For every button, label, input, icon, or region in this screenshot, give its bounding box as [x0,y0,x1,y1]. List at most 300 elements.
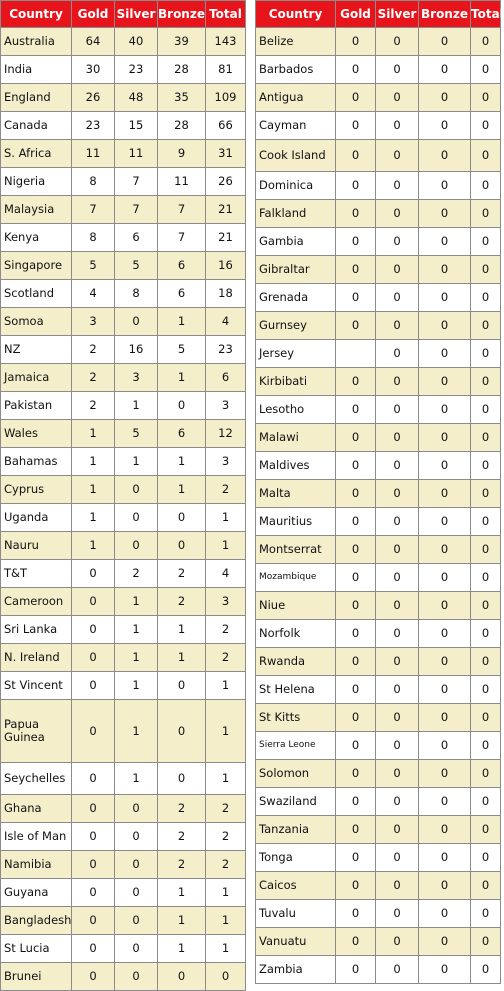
total-cell: 2 [206,795,246,823]
header-total: Total [206,1,246,28]
bronze-cell: 11 [158,168,206,196]
total-cell: 0 [471,592,501,620]
gold-cell: 1 [72,532,115,560]
bronze-cell: 1 [158,907,206,935]
gold-cell: 4 [72,280,115,308]
silver-cell: 0 [376,256,419,284]
bronze-cell: 1 [158,308,206,336]
total-cell: 0 [471,844,501,872]
bronze-cell: 2 [158,560,206,588]
country-cell: Gurnsey [256,312,336,340]
country-cell: N. Ireland [1,644,72,672]
table-row [1,504,246,532]
bronze-cell: 0 [419,956,471,984]
total-cell: 2 [206,616,246,644]
table-row [1,280,246,308]
silver-cell: 0 [115,907,158,935]
bronze-cell: 0 [419,312,471,340]
table-row [256,312,501,340]
table-row [1,935,246,963]
bronze-cell: 0 [419,256,471,284]
table-body-left [1,28,246,991]
total-cell: 1 [206,700,246,763]
silver-cell: 0 [115,504,158,532]
bronze-cell: 0 [419,732,471,760]
silver-cell: 0 [376,900,419,928]
silver-cell: 7 [115,168,158,196]
table-row [1,84,246,112]
table-row [1,224,246,252]
silver-cell: 2 [115,560,158,588]
country-cell: Namibia [1,851,72,879]
medal-table-left [0,0,246,991]
silver-cell: 1 [115,588,158,616]
country-cell: Guyana [1,879,72,907]
bronze-cell: 0 [419,704,471,732]
country-cell: Isle of Man [1,823,72,851]
silver-cell: 0 [376,56,419,84]
gold-cell: 0 [336,704,376,732]
silver-cell: 0 [376,200,419,228]
country-cell: Singapore [1,252,72,280]
silver-cell: 0 [376,872,419,900]
silver-cell: 0 [115,476,158,504]
bronze-cell: 1 [158,448,206,476]
gold-cell: 0 [336,844,376,872]
silver-cell: 15 [115,112,158,140]
silver-cell: 0 [376,732,419,760]
table-row [1,823,246,851]
total-cell: 1 [206,879,246,907]
table-row [1,588,246,616]
silver-cell: 0 [376,956,419,984]
silver-cell: 0 [376,480,419,508]
table-row [256,340,501,368]
total-cell: 3 [206,588,246,616]
gold-cell: 64 [72,28,115,56]
header-row [1,1,246,28]
table-row [1,963,246,991]
country-cell: S. Africa [1,140,72,168]
bronze-cell: 0 [419,480,471,508]
table-row [256,452,501,480]
table-row [256,564,501,592]
gold-cell: 5 [72,252,115,280]
header-gold: Gold [336,1,376,28]
table-row [256,56,501,84]
bronze-cell: 0 [419,56,471,84]
country-cell: Pakistan [1,392,72,420]
table-row [1,672,246,700]
bronze-cell: 2 [158,823,206,851]
total-cell: 0 [471,284,501,312]
table-row [256,592,501,620]
silver-cell: 0 [376,84,419,112]
country-cell: St Helena [256,676,336,704]
table-row [1,763,246,795]
gold-cell: 0 [72,851,115,879]
total-cell: 21 [206,196,246,224]
country-cell: St Lucia [1,935,72,963]
total-cell: 0 [471,112,501,140]
total-cell: 0 [471,620,501,648]
silver-cell: 0 [376,704,419,732]
silver-cell: 8 [115,280,158,308]
bronze-cell: 0 [419,112,471,140]
total-cell: 0 [471,200,501,228]
total-cell: 0 [471,536,501,564]
total-cell: 0 [471,312,501,340]
total-cell: 143 [206,28,246,56]
gold-cell: 23 [72,112,115,140]
gold-cell: 8 [72,168,115,196]
total-cell: 0 [206,963,246,991]
gold-cell [336,340,376,368]
country-cell: Brunei [1,963,72,991]
total-cell: 0 [471,760,501,788]
total-cell: 26 [206,168,246,196]
table-row [256,140,501,172]
silver-cell: 0 [376,564,419,592]
bronze-cell: 28 [158,56,206,84]
total-cell: 23 [206,336,246,364]
gold-cell: 0 [72,963,115,991]
country-cell: Barbados [256,56,336,84]
table-row [1,392,246,420]
table-row [256,396,501,424]
table-row [256,84,501,112]
bronze-cell: 0 [419,648,471,676]
country-cell: St Kitts [256,704,336,732]
table-row [1,308,246,336]
gold-cell: 0 [336,592,376,620]
table-row [1,700,246,763]
country-cell: Nauru [1,532,72,560]
table-row [256,844,501,872]
gold-cell: 0 [336,900,376,928]
silver-cell: 1 [115,763,158,795]
silver-cell: 5 [115,420,158,448]
gold-cell: 0 [336,676,376,704]
gold-cell: 0 [336,228,376,256]
bronze-cell: 0 [419,452,471,480]
country-cell: Cayman [256,112,336,140]
gold-cell: 8 [72,224,115,252]
table-row [256,872,501,900]
country-cell: Papua Guinea [1,700,72,763]
country-cell: Jamaica [1,364,72,392]
gold-cell: 11 [72,140,115,168]
bronze-cell: 5 [158,336,206,364]
silver-cell: 0 [376,760,419,788]
table-row [256,112,501,140]
bronze-cell: 0 [419,172,471,200]
bronze-cell: 6 [158,280,206,308]
bronze-cell: 0 [419,368,471,396]
table-row [1,196,246,224]
gold-cell: 0 [336,424,376,452]
bronze-cell: 39 [158,28,206,56]
silver-cell: 0 [376,340,419,368]
table-row [256,480,501,508]
country-cell: Malawi [256,424,336,452]
bronze-cell: 0 [419,140,471,172]
total-cell: 21 [206,224,246,252]
country-cell: T&T [1,560,72,588]
table-row [1,532,246,560]
country-cell: Australia [1,28,72,56]
country-cell: Niue [256,592,336,620]
bronze-cell: 0 [419,676,471,704]
total-cell: 4 [206,560,246,588]
bronze-cell: 35 [158,84,206,112]
gold-cell: 1 [72,504,115,532]
gold-cell: 26 [72,84,115,112]
country-cell: Nigeria [1,168,72,196]
total-cell: 0 [471,816,501,844]
country-cell: Kirbibati [256,368,336,396]
bronze-cell: 6 [158,420,206,448]
country-cell: Zambia [256,956,336,984]
bronze-cell: 0 [158,700,206,763]
silver-cell: 1 [115,448,158,476]
silver-cell: 0 [376,284,419,312]
table-row [256,676,501,704]
country-cell: Belize [256,28,336,56]
bronze-cell: 0 [158,763,206,795]
silver-cell: 0 [376,396,419,424]
gold-cell: 0 [336,140,376,172]
silver-cell: 0 [115,963,158,991]
country-cell: Ghana [1,795,72,823]
country-cell: Dominica [256,172,336,200]
table-row [1,420,246,448]
table-row [256,648,501,676]
bronze-cell: 1 [158,476,206,504]
table-body-right [256,28,501,984]
silver-cell: 1 [115,616,158,644]
silver-cell: 0 [376,112,419,140]
table-row [256,760,501,788]
total-cell: 0 [471,56,501,84]
total-cell: 0 [471,340,501,368]
total-cell: 0 [471,900,501,928]
table-row [256,508,501,536]
country-cell: Bangladesh [1,907,72,935]
country-cell: India [1,56,72,84]
country-cell: Cyprus [1,476,72,504]
silver-cell: 0 [115,935,158,963]
bronze-cell: 0 [419,900,471,928]
gold-cell: 2 [72,364,115,392]
silver-cell: 0 [376,28,419,56]
silver-cell: 1 [115,644,158,672]
silver-cell: 23 [115,56,158,84]
total-cell: 0 [471,648,501,676]
table-row [256,368,501,396]
total-cell: 0 [471,368,501,396]
silver-cell: 0 [376,368,419,396]
bronze-cell: 0 [419,84,471,112]
header-row [256,1,501,28]
total-cell: 0 [471,140,501,172]
country-cell: Maldives [256,452,336,480]
total-cell: 0 [471,480,501,508]
table-row [1,851,246,879]
header-bronze: Bronze [419,1,471,28]
gold-cell: 0 [336,200,376,228]
header-bronze: Bronze [158,1,206,28]
country-cell: England [1,84,72,112]
gold-cell: 0 [72,879,115,907]
country-cell: Caicos [256,872,336,900]
table-row [256,284,501,312]
gold-cell: 0 [336,28,376,56]
silver-cell: 0 [376,452,419,480]
bronze-cell: 1 [158,935,206,963]
gold-cell: 0 [72,795,115,823]
silver-cell: 0 [376,312,419,340]
table-row [1,560,246,588]
bronze-cell: 0 [419,564,471,592]
bronze-cell: 0 [158,532,206,560]
country-cell: St Vincent [1,672,72,700]
total-cell: 0 [471,508,501,536]
country-cell: Gibraltar [256,256,336,284]
total-cell: 31 [206,140,246,168]
gold-cell: 0 [72,823,115,851]
total-cell: 1 [206,532,246,560]
country-cell: Malaysia [1,196,72,224]
table-row [1,364,246,392]
silver-cell: 0 [376,228,419,256]
country-cell: Jersey [256,340,336,368]
country-cell: Somoa [1,308,72,336]
total-cell: 2 [206,823,246,851]
bronze-cell: 0 [419,592,471,620]
header-silver: Silver [376,1,419,28]
bronze-cell: 1 [158,616,206,644]
silver-cell: 40 [115,28,158,56]
bronze-cell: 0 [419,760,471,788]
bronze-cell: 0 [419,396,471,424]
bronze-cell: 0 [158,672,206,700]
silver-cell: 0 [376,172,419,200]
gold-cell: 0 [72,644,115,672]
table-row [1,336,246,364]
header-silver: Silver [115,1,158,28]
gold-cell: 0 [336,284,376,312]
bronze-cell: 0 [419,424,471,452]
silver-cell: 1 [115,392,158,420]
country-cell: Sri Lanka [1,616,72,644]
gold-cell: 0 [336,112,376,140]
table-row [256,172,501,200]
silver-cell: 0 [376,844,419,872]
total-cell: 0 [471,228,501,256]
gold-cell: 0 [336,956,376,984]
bronze-cell: 1 [158,879,206,907]
silver-cell: 0 [115,795,158,823]
table-row [1,448,246,476]
table-row [1,56,246,84]
total-cell: 3 [206,448,246,476]
gold-cell: 0 [72,560,115,588]
gold-cell: 1 [72,420,115,448]
country-cell: Cameroon [1,588,72,616]
silver-cell: 7 [115,196,158,224]
gold-cell: 0 [336,480,376,508]
total-cell: 4 [206,308,246,336]
header-country: Country [1,1,72,28]
bronze-cell: 0 [419,872,471,900]
table-row [1,168,246,196]
total-cell: 0 [471,564,501,592]
country-cell: Tanzania [256,816,336,844]
total-cell: 1 [206,935,246,963]
silver-cell: 0 [376,140,419,172]
silver-cell: 0 [376,648,419,676]
bronze-cell: 6 [158,252,206,280]
table-row [1,476,246,504]
gold-cell: 30 [72,56,115,84]
total-cell: 16 [206,252,246,280]
country-cell: Swaziland [256,788,336,816]
table-row [256,732,501,760]
table-row [1,907,246,935]
gold-cell: 7 [72,196,115,224]
gold-cell: 0 [336,760,376,788]
silver-cell: 0 [376,816,419,844]
total-cell: 18 [206,280,246,308]
table-row [1,795,246,823]
silver-cell: 1 [115,700,158,763]
country-cell: Canada [1,112,72,140]
total-cell: 0 [471,452,501,480]
table-row [256,228,501,256]
table-row [1,644,246,672]
country-cell: Falkland [256,200,336,228]
country-cell: Lesotho [256,396,336,424]
gold-cell: 0 [336,256,376,284]
total-cell: 6 [206,364,246,392]
gold-cell: 2 [72,392,115,420]
silver-cell: 0 [376,536,419,564]
total-cell: 0 [471,732,501,760]
gold-cell: 3 [72,308,115,336]
table-row [256,900,501,928]
bronze-cell: 7 [158,224,206,252]
bronze-cell: 0 [419,28,471,56]
total-cell: 1 [206,907,246,935]
gold-cell: 0 [336,508,376,536]
gold-cell: 0 [72,763,115,795]
bronze-cell: 0 [419,816,471,844]
gold-cell: 0 [336,172,376,200]
country-cell: Kenya [1,224,72,252]
bronze-cell: 0 [419,788,471,816]
gold-cell: 0 [72,588,115,616]
country-cell: Antigua [256,84,336,112]
bronze-cell: 7 [158,196,206,224]
silver-cell: 0 [376,592,419,620]
gold-cell: 0 [72,672,115,700]
total-cell: 0 [471,928,501,956]
country-cell: Mozambique [256,564,336,592]
country-cell: Mauritius [256,508,336,536]
silver-cell: 0 [376,620,419,648]
silver-cell: 0 [115,851,158,879]
